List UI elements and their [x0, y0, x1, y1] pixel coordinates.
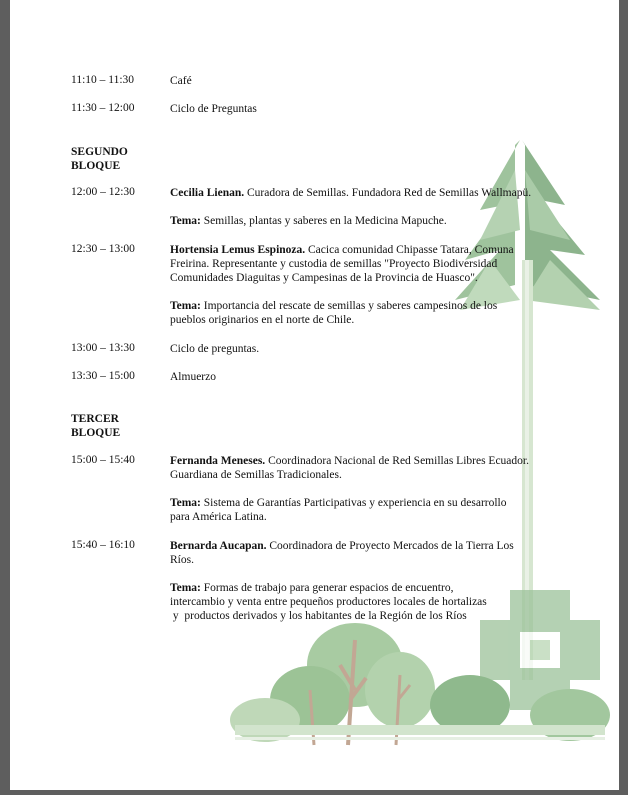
agenda-time: 13:30 – 15:00 [71, 370, 135, 382]
speaker-entry: Cecilia Lienan. Curadora de Semillas. Fundadora Red de Semillas Wallmapü. [170, 187, 532, 199]
speaker-entry: Hortensia Lemus Espinoza. Cacica comunidad Chipasse Tatara, Comuna Freirina. Representante y custodia de semillas "Proyecto Biodiversidad Comunidades Diaguitas y Campesinas de la Provincia de Huasco". [170, 244, 514, 284]
topic-entry: Tema: Importancia del rescate de semillas y saberes campesinos de los pueblos originarios en el norte de Chile. [170, 300, 498, 326]
speaker-name: Hortensia Lemus Espinoza. [170, 244, 306, 256]
agenda-time: 13:00 – 13:30 [71, 342, 135, 354]
document-page [10, 0, 619, 790]
block-heading: TERCER BLOQUE [71, 413, 121, 439]
block-heading: SEGUNDO BLOQUE [71, 146, 128, 172]
agenda-time: 11:10 – 11:30 [71, 74, 135, 86]
speaker-entry: Fernanda Meneses. Coordinadora Nacional de Red Semillas Libres Ecuador. Guardiana de Semillas Tradicionales. [170, 455, 529, 481]
agenda-time: 12:00 – 12:30 [71, 186, 135, 198]
agenda-text: Almuerzo [170, 371, 216, 383]
agenda-text: Ciclo de Preguntas [170, 103, 257, 115]
agenda-time: 15:40 – 16:10 [71, 539, 135, 551]
agenda-time: 15:00 – 15:40 [71, 454, 135, 466]
topic-entry: Tema: Sistema de Garantías Participativas y experiencia en su desarrollo para América Latina. [170, 497, 507, 523]
agenda-text: Café [170, 75, 192, 87]
speaker-entry: Bernarda Aucapan. Coordinadora de Proyecto Mercados de la Tierra Los Ríos. [170, 540, 514, 566]
speaker-name: Bernarda Aucapan. [170, 540, 267, 552]
speaker-name: Fernanda Meneses. [170, 455, 266, 467]
agenda-text: Ciclo de preguntas. [170, 343, 260, 355]
agenda-content [10, 0, 619, 790]
speaker-name: Cecilia Lienan. [170, 187, 245, 199]
agenda-time: 12:30 – 13:00 [71, 243, 135, 255]
topic-entry: Tema: Semillas, plantas y saberes en la Medicina Mapuche. [170, 215, 447, 227]
agenda-time: 11:30 – 12:00 [71, 102, 135, 114]
topic-entry: Tema: Formas de trabajo para generar espacios de encuentro, intercambio y venta entre pequeños productores locales de hortalizas y productos derivados y los habitantes de la Región de los Ríos [170, 582, 487, 622]
